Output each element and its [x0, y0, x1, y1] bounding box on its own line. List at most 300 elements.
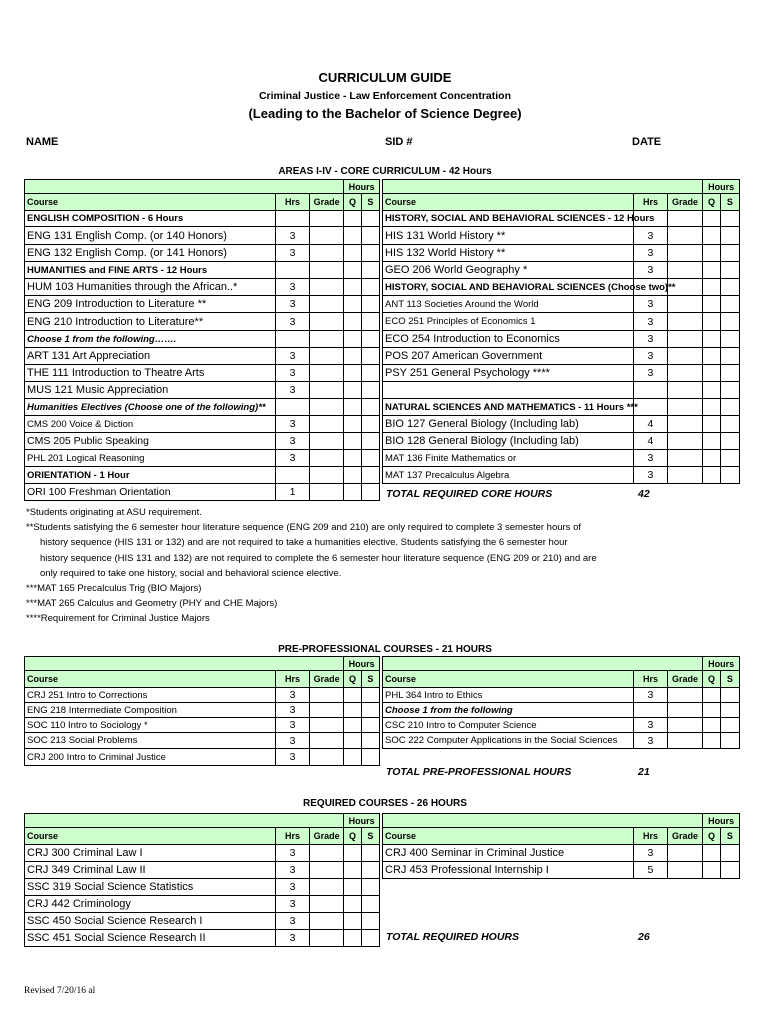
footnote: history sequence (HIS 131 or 132) and are not required to take a humanities elective. Students satisfying the 6 semester hour — [40, 537, 568, 549]
grade-cell[interactable] — [309, 450, 344, 467]
course-row — [383, 688, 740, 703]
s-cell[interactable] — [361, 484, 379, 501]
hours-header: Hours — [344, 657, 380, 671]
q-cell[interactable] — [344, 262, 361, 279]
course-hours: 3 — [634, 227, 668, 245]
course-hours: 3 — [634, 296, 668, 313]
course-name — [383, 382, 634, 399]
s-cell[interactable] — [361, 450, 379, 467]
s-header: S — [720, 828, 739, 845]
s-cell[interactable] — [361, 382, 379, 399]
s-cell[interactable] — [720, 688, 739, 703]
course-hours: 3 — [276, 382, 310, 399]
s-cell[interactable] — [720, 416, 739, 433]
q-cell[interactable] — [703, 862, 720, 879]
s-cell[interactable] — [720, 382, 739, 399]
course-name: HUMANITIES and FINE ARTS - 12 Hours — [25, 262, 276, 279]
course-row — [383, 227, 740, 245]
course-name: NATURAL SCIENCES AND MATHEMATICS - 11 Hours *** — [383, 399, 634, 416]
s-cell[interactable] — [361, 245, 379, 262]
course-hours: 3 — [276, 433, 310, 450]
grade-cell[interactable] — [309, 262, 344, 279]
q-cell[interactable] — [703, 703, 720, 718]
course-name: ENG 210 Introduction to Literature** — [25, 313, 276, 331]
header-spacer — [383, 814, 703, 828]
course-hours: 3 — [276, 296, 310, 313]
q-cell[interactable] — [344, 416, 361, 433]
grade-cell[interactable] — [667, 433, 703, 450]
s-cell[interactable] — [361, 416, 379, 433]
grade-cell[interactable] — [309, 296, 344, 313]
course-row — [25, 845, 380, 862]
course-hours: 3 — [276, 879, 310, 896]
header-row — [383, 828, 740, 845]
s-cell[interactable] — [720, 348, 739, 365]
grade-cell[interactable] — [309, 862, 344, 879]
course-hours: 4 — [634, 416, 668, 433]
course-row — [383, 433, 740, 450]
hrs-header: Hrs — [276, 194, 310, 211]
course-hours: 3 — [276, 227, 310, 245]
s-cell[interactable] — [361, 365, 379, 382]
course-row — [25, 862, 380, 879]
q-cell[interactable] — [703, 688, 720, 703]
course-name: GEO 206 World Geography * — [383, 262, 634, 279]
core-right-table — [382, 179, 740, 484]
core-left-table — [24, 179, 380, 501]
q-cell[interactable] — [344, 348, 361, 365]
course-row — [383, 399, 740, 416]
footnote: **Students satisfying the 6 semester hour literature sequence (ENG 209 and 210) are only required to complete 3 semester hours of — [26, 522, 581, 534]
course-row — [383, 279, 740, 296]
q-cell[interactable] — [703, 416, 720, 433]
s-cell[interactable] — [361, 845, 379, 862]
course-name: ENGLISH COMPOSITION - 6 Hours — [25, 211, 276, 227]
q-cell[interactable] — [703, 331, 720, 348]
course-hours: 3 — [634, 450, 668, 467]
course-row — [383, 845, 740, 862]
header-spacer — [25, 180, 344, 194]
course-name: ECO 251 Principles of Economics 1 — [383, 313, 634, 331]
hours-header: Hours — [703, 180, 740, 194]
course-hours: 3 — [634, 331, 668, 348]
s-cell[interactable] — [361, 913, 379, 930]
course-name: HIS 132 World History ** — [383, 245, 634, 262]
course-hours: 3 — [276, 313, 310, 331]
course-hours: 3 — [276, 348, 310, 365]
required-section-title: REQUIRED COURSES - 26 HOURS — [303, 798, 467, 809]
grade-header: Grade — [309, 194, 344, 211]
course-row — [25, 382, 380, 399]
course-name: SOC 213 Social Problems — [25, 733, 276, 749]
s-cell[interactable] — [361, 399, 379, 416]
course-hours: 3 — [276, 450, 310, 467]
s-cell[interactable] — [720, 703, 739, 718]
course-row — [25, 749, 380, 766]
preprof-total-value: 21 — [638, 766, 650, 778]
q-cell[interactable] — [344, 450, 361, 467]
course-name: CRJ 442 Criminology — [25, 896, 276, 913]
required-left-table — [24, 813, 380, 947]
grade-cell[interactable] — [667, 365, 703, 382]
header-row — [383, 657, 740, 671]
grade-cell[interactable] — [667, 296, 703, 313]
q-cell[interactable] — [344, 913, 361, 930]
s-cell[interactable] — [720, 211, 739, 227]
s-cell[interactable] — [361, 227, 379, 245]
course-row — [383, 211, 740, 227]
s-cell[interactable] — [361, 733, 379, 749]
q-cell[interactable] — [703, 279, 720, 296]
q-cell[interactable] — [344, 296, 361, 313]
q-cell[interactable] — [344, 467, 361, 484]
course-name: CSC 210 Intro to Computer Science — [383, 718, 634, 733]
grade-cell[interactable] — [309, 913, 344, 930]
hrs-header: Hrs — [634, 828, 668, 845]
grade-cell[interactable] — [309, 365, 344, 382]
header-row — [383, 814, 740, 828]
grade-cell[interactable] — [309, 313, 344, 331]
course-name: CRJ 349 Criminal Law II — [25, 862, 276, 879]
grade-cell[interactable] — [667, 416, 703, 433]
grade-cell[interactable] — [667, 382, 703, 399]
course-row — [383, 262, 740, 279]
course-hours: 3 — [634, 348, 668, 365]
hrs-header: Hrs — [634, 194, 668, 211]
q-cell[interactable] — [344, 365, 361, 382]
q-cell[interactable] — [703, 450, 720, 467]
s-cell[interactable] — [361, 313, 379, 331]
course-hours: 3 — [276, 688, 310, 703]
grade-cell[interactable] — [309, 382, 344, 399]
course-row — [25, 703, 380, 718]
course-row — [25, 262, 380, 279]
course-row — [25, 399, 380, 416]
course-row — [25, 348, 380, 365]
q-cell[interactable] — [344, 896, 361, 913]
s-header: S — [361, 671, 379, 688]
course-row — [25, 688, 380, 703]
footnote: ***MAT 165 Precalculus Trig (BIO Majors) — [26, 583, 202, 595]
course-name: SSC 450 Social Science Research I — [25, 913, 276, 930]
grade-cell[interactable] — [667, 862, 703, 879]
grade-cell[interactable] — [667, 331, 703, 348]
q-cell[interactable] — [344, 279, 361, 296]
q-cell[interactable] — [703, 718, 720, 733]
hours-header: Hours — [703, 657, 740, 671]
q-cell[interactable] — [703, 211, 720, 227]
header-row — [383, 180, 740, 194]
s-cell[interactable] — [720, 450, 739, 467]
grade-cell[interactable] — [667, 262, 703, 279]
q-cell[interactable] — [344, 930, 361, 947]
grade-cell[interactable] — [667, 703, 703, 718]
s-cell[interactable] — [361, 896, 379, 913]
header-row — [25, 671, 380, 688]
q-cell[interactable] — [703, 348, 720, 365]
course-row — [383, 703, 740, 718]
course-hours — [634, 399, 668, 416]
course-header: Course — [383, 194, 634, 211]
course-name: POS 207 American Government — [383, 348, 634, 365]
s-cell[interactable] — [720, 733, 739, 749]
q-header: Q — [344, 194, 361, 211]
s-cell[interactable] — [720, 227, 739, 245]
course-header: Course — [25, 194, 276, 211]
s-cell[interactable] — [361, 279, 379, 296]
degree-line: (Leading to the Bachelor of Science Degree) — [248, 106, 522, 121]
course-name: PSY 251 General Psychology **** — [383, 365, 634, 382]
grade-cell[interactable] — [667, 211, 703, 227]
q-cell[interactable] — [703, 262, 720, 279]
q-cell[interactable] — [344, 399, 361, 416]
q-cell[interactable] — [344, 688, 361, 703]
q-cell[interactable] — [344, 718, 361, 733]
course-hours: 3 — [634, 365, 668, 382]
s-cell[interactable] — [361, 433, 379, 450]
course-row — [383, 348, 740, 365]
grade-cell[interactable] — [667, 467, 703, 484]
course-name: THE 111 Introduction to Theatre Arts — [25, 365, 276, 382]
grade-cell[interactable] — [309, 484, 344, 501]
s-cell[interactable] — [361, 467, 379, 484]
s-cell[interactable] — [361, 879, 379, 896]
course-row — [25, 450, 380, 467]
course-hours: 3 — [276, 845, 310, 862]
sid-label: SID # — [385, 136, 413, 148]
course-hours: 1 — [276, 484, 310, 501]
header-row — [383, 671, 740, 688]
document-subtitle: Criminal Justice - Law Enforcement Concentration — [258, 90, 512, 102]
s-cell[interactable] — [361, 262, 379, 279]
preprof-total-label: TOTAL PRE-PROFESSIONAL HOURS — [386, 766, 572, 778]
s-header: S — [361, 194, 379, 211]
grade-cell[interactable] — [309, 348, 344, 365]
grade-cell[interactable] — [667, 733, 703, 749]
q-header: Q — [703, 828, 720, 845]
course-name: Humanities Electives (Choose one of the following)** — [25, 399, 276, 416]
s-cell[interactable] — [720, 331, 739, 348]
course-hours: 3 — [634, 845, 668, 862]
grade-cell[interactable] — [309, 688, 344, 703]
course-hours: 3 — [634, 262, 668, 279]
q-cell[interactable] — [703, 382, 720, 399]
grade-header: Grade — [667, 194, 703, 211]
s-cell[interactable] — [720, 262, 739, 279]
q-cell[interactable] — [703, 365, 720, 382]
s-cell[interactable] — [720, 399, 739, 416]
s-cell[interactable] — [361, 749, 379, 766]
course-row — [383, 862, 740, 879]
header-row — [25, 180, 380, 194]
s-cell[interactable] — [361, 211, 379, 227]
document-title: CURRICULUM GUIDE — [318, 70, 452, 85]
course-row — [25, 211, 380, 227]
s-cell[interactable] — [720, 718, 739, 733]
grade-cell[interactable] — [309, 331, 344, 348]
grade-cell[interactable] — [309, 399, 344, 416]
course-row — [25, 227, 380, 245]
q-cell[interactable] — [344, 749, 361, 766]
q-cell[interactable] — [703, 296, 720, 313]
q-cell[interactable] — [344, 433, 361, 450]
grade-cell[interactable] — [309, 749, 344, 766]
grade-cell[interactable] — [667, 845, 703, 862]
course-row — [25, 484, 380, 501]
course-row — [25, 416, 380, 433]
grade-cell[interactable] — [309, 279, 344, 296]
course-row — [25, 313, 380, 331]
s-cell[interactable] — [720, 862, 739, 879]
course-row — [25, 913, 380, 930]
q-cell[interactable] — [344, 703, 361, 718]
preprof-left-table — [24, 656, 380, 766]
course-row — [25, 433, 380, 450]
footnote: ****Requirement for Criminal Justice Majors — [26, 613, 210, 625]
q-cell[interactable] — [344, 331, 361, 348]
s-cell[interactable] — [720, 467, 739, 484]
course-name: SOC 222 Computer Applications in the Social Sciences — [383, 733, 634, 749]
course-hours: 3 — [634, 467, 668, 484]
s-header: S — [720, 671, 739, 688]
q-cell[interactable] — [344, 484, 361, 501]
grade-cell[interactable] — [667, 399, 703, 416]
required-total-label: TOTAL REQUIRED HOURS — [386, 931, 520, 943]
grade-header: Grade — [667, 828, 703, 845]
course-name: CMS 205 Public Speaking — [25, 433, 276, 450]
q-cell[interactable] — [344, 245, 361, 262]
grade-header: Grade — [309, 828, 344, 845]
grade-cell[interactable] — [667, 450, 703, 467]
grade-cell[interactable] — [667, 688, 703, 703]
s-cell[interactable] — [720, 433, 739, 450]
s-cell[interactable] — [361, 296, 379, 313]
q-cell[interactable] — [703, 227, 720, 245]
q-cell[interactable] — [344, 862, 361, 879]
s-cell[interactable] — [720, 313, 739, 331]
grade-cell[interactable] — [667, 227, 703, 245]
q-cell[interactable] — [344, 227, 361, 245]
s-cell[interactable] — [361, 718, 379, 733]
grade-header: Grade — [309, 671, 344, 688]
q-cell[interactable] — [344, 382, 361, 399]
hrs-header: Hrs — [634, 671, 668, 688]
s-cell[interactable] — [361, 688, 379, 703]
grade-cell[interactable] — [667, 245, 703, 262]
grade-cell[interactable] — [309, 845, 344, 862]
course-name: HIS 131 World History ** — [383, 227, 634, 245]
grade-cell[interactable] — [309, 245, 344, 262]
q-cell[interactable] — [344, 845, 361, 862]
course-name: PHL 364 Intro to Ethics — [383, 688, 634, 703]
footnote: ***MAT 265 Calculus and Geometry (PHY and CHE Majors) — [26, 598, 278, 610]
q-cell[interactable] — [703, 399, 720, 416]
q-cell[interactable] — [703, 845, 720, 862]
grade-cell[interactable] — [309, 703, 344, 718]
course-hours: 3 — [276, 279, 310, 296]
q-cell[interactable] — [344, 211, 361, 227]
required-total-value: 26 — [638, 931, 650, 943]
name-label: NAME — [26, 136, 59, 148]
s-cell[interactable] — [720, 365, 739, 382]
grade-cell[interactable] — [667, 313, 703, 331]
hrs-header: Hrs — [276, 828, 310, 845]
q-cell[interactable] — [703, 433, 720, 450]
s-cell[interactable] — [720, 296, 739, 313]
grade-cell[interactable] — [309, 227, 344, 245]
course-name: ORI 100 Freshman Orientation — [25, 484, 276, 501]
course-name: ECO 254 Introduction to Economics — [383, 331, 634, 348]
s-cell[interactable] — [361, 862, 379, 879]
course-row — [25, 930, 380, 947]
course-row — [383, 245, 740, 262]
grade-cell[interactable] — [667, 348, 703, 365]
s-cell[interactable] — [720, 245, 739, 262]
course-hours: 3 — [634, 245, 668, 262]
course-name: CRJ 251 Intro to Corrections — [25, 688, 276, 703]
s-cell[interactable] — [720, 845, 739, 862]
grade-cell[interactable] — [309, 416, 344, 433]
course-name: CRJ 453 Professional Internship I — [383, 862, 634, 879]
q-cell[interactable] — [703, 313, 720, 331]
q-cell[interactable] — [703, 733, 720, 749]
s-cell[interactable] — [361, 348, 379, 365]
grade-cell[interactable] — [309, 930, 344, 947]
header-spacer — [383, 657, 703, 671]
course-name: CMS 200 Voice & Diction — [25, 416, 276, 433]
grade-cell[interactable] — [667, 718, 703, 733]
course-row — [383, 382, 740, 399]
course-name: SSC 451 Social Science Research II — [25, 930, 276, 947]
grade-cell[interactable] — [309, 733, 344, 749]
hrs-header: Hrs — [276, 671, 310, 688]
course-row — [25, 296, 380, 313]
grade-cell[interactable] — [309, 718, 344, 733]
header-spacer — [25, 814, 344, 828]
q-cell[interactable] — [344, 733, 361, 749]
course-name: ART 131 Art Appreciation — [25, 348, 276, 365]
course-hours — [634, 382, 668, 399]
grade-cell[interactable] — [309, 879, 344, 896]
s-cell[interactable] — [361, 331, 379, 348]
course-hours: 3 — [634, 733, 668, 749]
grade-cell[interactable] — [309, 211, 344, 227]
grade-cell[interactable] — [309, 896, 344, 913]
course-row — [383, 718, 740, 733]
q-cell[interactable] — [344, 879, 361, 896]
course-hours — [276, 467, 310, 484]
grade-cell[interactable] — [309, 467, 344, 484]
q-cell[interactable] — [703, 245, 720, 262]
hours-header: Hours — [703, 814, 740, 828]
s-cell[interactable] — [361, 703, 379, 718]
revision-note: Revised 7/20/16 al — [24, 986, 96, 996]
course-hours: 3 — [634, 718, 668, 733]
course-row — [383, 331, 740, 348]
q-cell[interactable] — [344, 313, 361, 331]
s-cell[interactable] — [361, 930, 379, 947]
course-hours: 5 — [634, 862, 668, 879]
grade-cell[interactable] — [309, 433, 344, 450]
course-row — [383, 313, 740, 331]
course-header: Course — [25, 671, 276, 688]
course-row — [25, 279, 380, 296]
course-name: SSC 319 Social Science Statistics — [25, 879, 276, 896]
q-header: Q — [703, 671, 720, 688]
q-cell[interactable] — [703, 467, 720, 484]
course-name: ENG 131 English Comp. (or 140 Honors) — [25, 227, 276, 245]
s-cell[interactable] — [720, 279, 739, 296]
